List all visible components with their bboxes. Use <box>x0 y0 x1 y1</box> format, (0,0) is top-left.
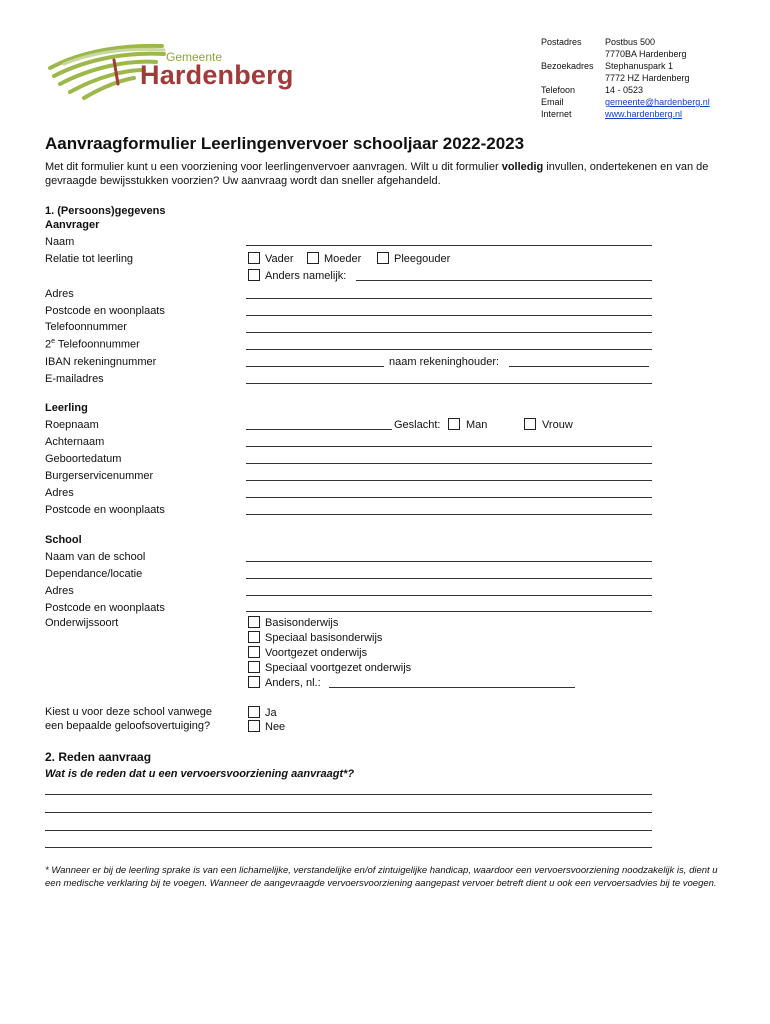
label-anders: Anders namelijk: <box>265 270 347 282</box>
label-naam: Naam <box>45 236 75 248</box>
contact-value: Postbus 500 <box>605 37 656 47</box>
label-relatie: Relatie tot leerling <box>45 253 134 265</box>
contact-label <box>541 72 605 84</box>
input-naam[interactable] <box>246 245 652 246</box>
checkbox-moeder[interactable] <box>307 252 319 264</box>
label-vader: Vader <box>265 253 294 265</box>
school-heading: School <box>45 534 82 546</box>
label-geloof-q1: Kiest u voor deze school vanwege <box>45 706 212 718</box>
input-school-adres[interactable] <box>246 595 652 596</box>
reden-line-1[interactable] <box>45 794 652 795</box>
intro-part: Met dit formulier kunt u een voorziening voor leerlingenvervoer aanvragen. Wilt u dit formulier <box>45 161 502 173</box>
label-telefoon: Telefoonnummer <box>45 321 127 333</box>
input-dependance[interactable] <box>246 578 652 579</box>
logo-gemeente-text: Gemeente <box>166 50 223 64</box>
contact-label: Internet <box>541 109 572 119</box>
input-leerling-adres[interactable] <box>246 497 652 498</box>
contact-label: Email <box>541 97 564 107</box>
label-postcode: Postcode en woonplaats <box>45 305 165 317</box>
contact-value: 7772 HZ Hardenberg <box>605 73 690 83</box>
label-school-postcode: Postcode en woonplaats <box>45 602 165 614</box>
checkbox-voortgezet-onderwijs[interactable] <box>248 646 260 658</box>
label-geslacht: Geslacht: <box>394 419 441 431</box>
contact-value: Stephanuspark 1 <box>605 61 674 71</box>
reden-line-2[interactable] <box>45 812 652 813</box>
label-rekeninghouder: naam rekeninghouder: <box>389 356 500 368</box>
contact-info <box>541 36 765 120</box>
input-telefoon2[interactable] <box>246 349 652 350</box>
label-man: Man <box>466 419 488 431</box>
reden-line-3[interactable] <box>45 830 652 831</box>
intro-text <box>45 160 735 188</box>
website-link[interactable]: www.hardenberg.nl <box>605 109 683 119</box>
checkbox-man[interactable] <box>448 418 460 430</box>
contact-label: Bezoekadres <box>541 61 594 71</box>
email-link[interactable]: gemeente@hardenberg.nl <box>605 97 710 107</box>
label-telefoon2 <box>45 338 140 351</box>
aanvrager-heading: Aanvrager <box>45 219 100 231</box>
label-moeder: Moeder <box>324 253 362 265</box>
reden-question: Wat is de reden dat u een vervoersvoorziening aanvraagt*? <box>45 768 355 780</box>
label-nee: Nee <box>265 721 286 733</box>
input-adres[interactable] <box>246 298 652 299</box>
label-bsn: Burgerservicenummer <box>45 470 154 482</box>
reden-line-4[interactable] <box>45 847 652 848</box>
checkbox-nee[interactable] <box>248 720 260 732</box>
page-title: Aanvraagformulier Leerlingenvervoer schooljaar 2022-2023 <box>45 134 525 153</box>
label-leerling-postcode: Postcode en woonplaats <box>45 504 165 516</box>
checkbox-speciaal-voortgezet-onderwijs[interactable] <box>248 661 260 673</box>
label-geloof-q2: een bepaalde geloofsovertuiging? <box>45 720 211 732</box>
label-basisonderwijs: Basisonderwijs <box>265 617 339 629</box>
leerling-heading: Leerling <box>45 402 88 414</box>
telefoon2-sup: e <box>51 338 56 345</box>
input-roepnaam[interactable] <box>246 429 392 430</box>
contact-value: 7770BA Hardenberg <box>605 49 687 59</box>
label-roepnaam: Roepnaam <box>45 419 99 431</box>
label-pleegouder: Pleegouder <box>394 253 451 265</box>
checkbox-ja[interactable] <box>248 706 260 718</box>
section-2-heading: 2. Reden aanvraag <box>45 750 152 764</box>
label-voortgezet-onderwijs: Voortgezet onderwijs <box>265 647 368 659</box>
input-rekeninghouder[interactable] <box>509 366 649 367</box>
checkbox-basisonderwijs[interactable] <box>248 616 260 628</box>
label-speciaal-voortgezet-onderwijs: Speciaal voortgezet onderwijs <box>265 662 412 674</box>
label-speciaal-basisonderwijs: Speciaal basisonderwijs <box>265 632 383 644</box>
label-school-adres: Adres <box>45 585 74 597</box>
input-iban[interactable] <box>246 366 384 367</box>
telefoon2-text: Telefoonnummer <box>55 338 140 351</box>
label-geboortedatum: Geboortedatum <box>45 453 122 465</box>
label-anders-onderwijs: Anders, nl.: <box>265 677 321 689</box>
checkbox-anders-onderwijs[interactable] <box>248 676 260 688</box>
input-telefoon[interactable] <box>246 332 652 333</box>
intro-bold: volledig <box>501 161 544 173</box>
input-anders[interactable] <box>356 280 652 281</box>
logo-hardenberg-text: Hardenberg <box>140 60 294 90</box>
intro-part: invullen, ondertekenen en van de gevraagde bewijsstukken voorzien? Uw aanvraag wordt dan sneller afgehandeld. <box>45 161 709 187</box>
label-ja: Ja <box>265 707 277 719</box>
footnote: * Wanneer er bij de leerling sprake is van een lichamelijke, verstandelijke en/of zintuigelijke handicap, waardoor een vervoersvoorziening noodzakelijk is, dient u een medische verklaring bij te voegen. Wanneer de aangevraagde vervoersvoorziening aangepast vervoer betreft dient u ook een vervoersadvies bij te voegen. <box>45 865 718 889</box>
label-achternaam: Achternaam <box>45 436 105 448</box>
input-leerling-postcode[interactable] <box>246 514 652 515</box>
checkbox-anders[interactable] <box>248 269 260 281</box>
input-email[interactable] <box>246 383 652 384</box>
contact-label <box>541 48 605 60</box>
input-geboortedatum[interactable] <box>246 463 652 464</box>
checkbox-vrouw[interactable] <box>524 418 536 430</box>
label-iban: IBAN rekeningnummer <box>45 356 157 368</box>
label-email: E-mailadres <box>45 373 104 385</box>
telefoon2-num: 2 <box>45 338 52 351</box>
label-schoolnaam: Naam van de school <box>45 551 146 563</box>
section-1-heading: 1. (Persoons)gegevens <box>45 205 166 217</box>
label-leerling-adres: Adres <box>45 487 74 499</box>
label-vrouw: Vrouw <box>542 419 573 431</box>
label-dependance: Dependance/locatie <box>45 568 143 580</box>
contact-label: Telefoon <box>541 85 576 95</box>
label-onderwijssoort: Onderwijssoort <box>45 617 119 629</box>
checkbox-pleegouder[interactable] <box>377 252 389 264</box>
contact-label: Postadres <box>541 37 582 47</box>
input-school-postcode[interactable] <box>246 611 652 612</box>
input-achternaam[interactable] <box>246 446 652 447</box>
input-bsn[interactable] <box>246 480 652 481</box>
checkbox-speciaal-basisonderwijs[interactable] <box>248 631 260 643</box>
contact-value: 14 - 0523 <box>605 85 644 95</box>
label-adres: Adres <box>45 288 74 300</box>
input-postcode[interactable] <box>246 315 652 316</box>
input-schoolnaam[interactable] <box>246 561 652 562</box>
checkbox-vader[interactable] <box>248 252 260 264</box>
input-anders-onderwijs[interactable] <box>329 687 575 688</box>
